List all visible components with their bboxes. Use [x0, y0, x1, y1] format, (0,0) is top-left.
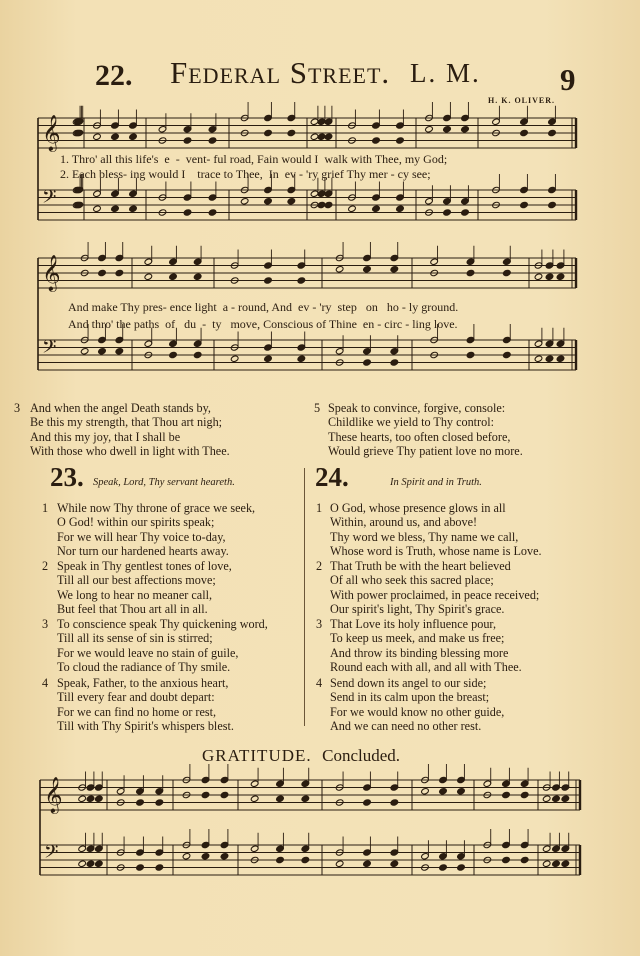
sys3-note [95, 795, 104, 802]
hymn-number: 22. [95, 59, 133, 92]
stanza-line: Speak in Thy gentlest tones of love, [57, 559, 232, 573]
sys1-treble-clef: 𝄞 [42, 114, 61, 151]
lyric-line-3: And make Thy pres- ence light a - round, And ev - 'ry step on ho - ly ground. [68, 300, 459, 314]
sys1-note [425, 126, 434, 133]
sys3-treble-clef: 𝄞 [44, 776, 63, 813]
stanza-24-2 [316, 559, 616, 616]
sys3-note [201, 791, 210, 798]
sys2-bass-clef: 𝄢 [42, 336, 57, 363]
sys3-note [301, 795, 310, 802]
sys1-note [111, 133, 120, 140]
sys2-note [335, 266, 344, 273]
gratitude-title: GRATITUDE. [202, 746, 312, 765]
sys2-note [363, 266, 372, 273]
sys3-note [95, 860, 104, 867]
stanza-number: 4 [316, 676, 323, 690]
stanza-line: O God, whose presence glows in all [330, 501, 506, 515]
sys2-note [115, 269, 124, 276]
sys1-note [183, 137, 192, 144]
sys3-note [301, 856, 310, 863]
sys3-note [78, 795, 87, 802]
hymn-23-subtitle: Speak, Lord, Thy servant heareth. [93, 477, 235, 488]
sys2-note [98, 348, 107, 355]
sys1-note [240, 198, 249, 205]
stanza-number: 1 [316, 501, 323, 515]
sys2-note [297, 277, 306, 284]
sys1-note [264, 129, 273, 136]
stanza-line: Whose word is Truth, whose name is Love. [330, 543, 542, 558]
sys2-note [80, 348, 89, 355]
sys3-note [201, 853, 210, 860]
stanza-line: Be this my strength, that Thou art nigh; [30, 415, 223, 430]
stanza-line: Our spirit's light, Thy Spirit's grace. [330, 601, 505, 616]
stanza-24-3 [316, 617, 616, 674]
stanza-line: To cloud the radiance of Thy smile. [57, 659, 231, 674]
sys2-note [169, 351, 178, 358]
sys2-note [545, 273, 554, 280]
stanza-number: 2 [42, 559, 49, 573]
sys3-note [220, 791, 229, 798]
stanza-23-4 [42, 676, 304, 733]
stanza-23-2 [42, 559, 304, 616]
sys2-note [193, 273, 202, 280]
hymn-meter: L. M. [410, 58, 481, 88]
stanza-line: Would grieve Thy patient love no more. [328, 443, 523, 458]
sys1-note [287, 129, 296, 136]
sys2-note [466, 351, 475, 358]
stanza-line: Nor turn our hardened hearts away. [57, 543, 229, 558]
sys3-note [276, 795, 285, 802]
column-divider [304, 468, 305, 726]
sys1-note [208, 137, 217, 144]
sys1-note [93, 133, 102, 140]
sys2-note [534, 355, 543, 362]
sys3-note [552, 860, 561, 867]
sys3-note [542, 795, 551, 802]
stanza-number: 3 [316, 617, 323, 631]
stanza-line: Thy word we bless, Thy name we call, [330, 529, 519, 544]
sys3-note [561, 795, 570, 802]
sys2-note [545, 355, 554, 362]
sys3-note [136, 799, 145, 806]
sys3-note [552, 795, 561, 802]
sys1-note [372, 137, 381, 144]
stanza-line: Till with Thy Spirit's whispers blest. [57, 718, 234, 733]
stanza-23-1 [42, 501, 304, 558]
stanza-line: Round each with all, and all with Thee. [330, 659, 522, 674]
sys1-note [208, 209, 217, 216]
sys2-note [115, 348, 124, 355]
stanza-line: Till all its sense of sin is stirred; [57, 631, 213, 646]
sys2-note [264, 277, 273, 284]
sys1-bass-clef: 𝄢 [42, 186, 57, 213]
lyric-line-2: 2. Each bless- ing would I trace to Thee, In ev - 'ry grief Thy mer - cy see; [60, 167, 431, 181]
stanza-line: Till all our best affections move; [57, 573, 216, 588]
stanza-line: To keep us meek, and make us free; [330, 631, 505, 646]
sys2-note [144, 273, 153, 280]
hymn-24-number: 24. [315, 462, 349, 492]
stanza-line: And throw its binding blessing more [330, 645, 509, 660]
sys2-note [503, 351, 512, 358]
sys1-note [111, 205, 120, 212]
gratitude-suffix: Concluded. [322, 746, 401, 765]
sys3-note [363, 799, 372, 806]
sys1-note [324, 133, 333, 140]
hymn-title: Federal Street. [170, 55, 391, 90]
stanza-line: That Truth be with the heart believed [330, 559, 511, 573]
stanza-line: Childlike we yield to Thy control: [328, 415, 494, 430]
sys3-note [335, 860, 344, 867]
sys3-note [136, 864, 145, 871]
sys3-note [86, 795, 95, 802]
sys2-note [390, 266, 399, 273]
sys3-note [390, 860, 399, 867]
sys3-bass-clef: 𝄢 [44, 841, 59, 868]
stanza-line: That Love its holy influence pour, [330, 617, 497, 631]
stanza-22-5 [314, 401, 614, 458]
sys1-note [461, 126, 470, 133]
stanza-line: Speak, Father, to the anxious heart, [57, 676, 229, 690]
sys3-note [86, 860, 95, 867]
sys2-note [297, 355, 306, 362]
stanza-line: Of all who seek this sacred place; [330, 573, 494, 588]
sys3-note [520, 791, 529, 798]
sys3-note [502, 791, 511, 798]
stanza-line: With power proclaimed, in peace received; [330, 587, 540, 602]
stanza-number: 5 [314, 401, 321, 415]
sys1-note [520, 129, 529, 136]
sys1-note [396, 205, 405, 212]
stanza-line: To conscience speak Thy quickening word, [57, 617, 268, 631]
sys1-note [129, 133, 138, 140]
sys3-note [542, 860, 551, 867]
sys3-note [457, 788, 466, 795]
stanza-number: 3 [42, 617, 49, 631]
sys3-note [457, 864, 466, 871]
hymn-24-subtitle: In Spirit and in Truth. [390, 477, 482, 488]
sys1-note [183, 209, 192, 216]
sys1-note [443, 209, 452, 216]
stanza-number: 3 [14, 401, 21, 415]
sys3-note [155, 864, 164, 871]
stanza-23-3 [42, 617, 304, 674]
sys3-note [155, 799, 164, 806]
stanza-line: For we would leave no stain of guile, [57, 645, 239, 660]
sys3-note [78, 860, 87, 867]
sys3-note [363, 860, 372, 867]
stanza-line: And we can need no other rest. [330, 718, 482, 733]
stanza-number: 1 [42, 501, 49, 515]
stanza-24-4 [316, 676, 616, 733]
stanza-line: For we would know no other guide, [330, 704, 505, 719]
sys1-note [129, 205, 138, 212]
sys1-note [443, 126, 452, 133]
stanza-line: O God! within our spirits speak; [57, 515, 215, 530]
sys1-note [548, 201, 557, 208]
stanza-line: Send in its calm upon the breast; [330, 690, 490, 705]
sys2-note [193, 351, 202, 358]
stanza-line: Till every fear and doubt depart: [57, 690, 215, 705]
sys3-note [439, 864, 448, 871]
sys2-note [556, 355, 565, 362]
sys1-note [396, 137, 405, 144]
stanza-number: 4 [42, 676, 49, 690]
sys1-note [264, 198, 273, 205]
sys3-note [182, 853, 191, 860]
stanza-line: We long to hear no meaner call, [57, 587, 213, 602]
sys3-note [220, 853, 229, 860]
sys1-note [520, 201, 529, 208]
sys3-note [276, 856, 285, 863]
stanza-line: While now Thy throne of grace we seek, [57, 501, 256, 515]
composer: H. K. OLIVER. [488, 96, 556, 105]
sys1-note [93, 205, 102, 212]
sys2-note [230, 355, 239, 362]
sys3-note [421, 788, 430, 795]
sys2-note [390, 359, 399, 366]
sys2-note [466, 269, 475, 276]
sys3-note [502, 856, 511, 863]
sys3-note [390, 799, 399, 806]
stanza-line: Within, around us, and above! [330, 515, 478, 530]
stanza-line: And this my joy, that I shall be [30, 429, 181, 444]
sys1-note [548, 129, 557, 136]
sys1-note [372, 205, 381, 212]
sys3-note [439, 788, 448, 795]
sys2-note [503, 269, 512, 276]
lyric-line-1: 1. Thro' all this life's e - vent- ful road, Fain would I walk with Thee, my God; [60, 152, 448, 166]
stanza-number: 2 [316, 559, 323, 573]
sys2-note [169, 273, 178, 280]
hymn-23-number: 23. [50, 462, 84, 492]
sys1-note [287, 198, 296, 205]
stanza-line: These hearts, too often closed before, [328, 429, 511, 444]
stanza-line: Speak to convince, forgive, console: [328, 401, 506, 415]
sys2-treble-clef: 𝄞 [42, 254, 61, 291]
sys2-note [363, 359, 372, 366]
sys1-note [348, 205, 357, 212]
sys3-note [520, 856, 529, 863]
stanza-24-1 [316, 501, 616, 558]
sys2-note [556, 273, 565, 280]
stanza-line: For we can find no home or rest, [57, 704, 217, 719]
stanza-line: With those who dwell in light with Thee. [30, 443, 230, 458]
stanza-line: Send down its angel to our side; [330, 676, 487, 690]
sys3-note [561, 860, 570, 867]
lyric-line-4: And thro' the paths of du - ty move, Conscious of Thine en - circ - ling love. [68, 317, 458, 331]
stanza-line: For we will hear Thy voice to-day, [57, 529, 226, 544]
sys2-note [534, 273, 543, 280]
page-number: 9 [560, 62, 576, 97]
sys2-note [264, 355, 273, 362]
sys2-note [98, 269, 107, 276]
stanza-line: And when the angel Death stands by, [30, 401, 211, 415]
sys3-note [250, 795, 259, 802]
stanza-22-3 [14, 401, 314, 458]
stanza-line: But feel that Thou art all in all. [57, 601, 208, 616]
sys1-note [324, 201, 333, 208]
sys1-note [461, 209, 470, 216]
gratitude-heading [202, 746, 400, 766]
